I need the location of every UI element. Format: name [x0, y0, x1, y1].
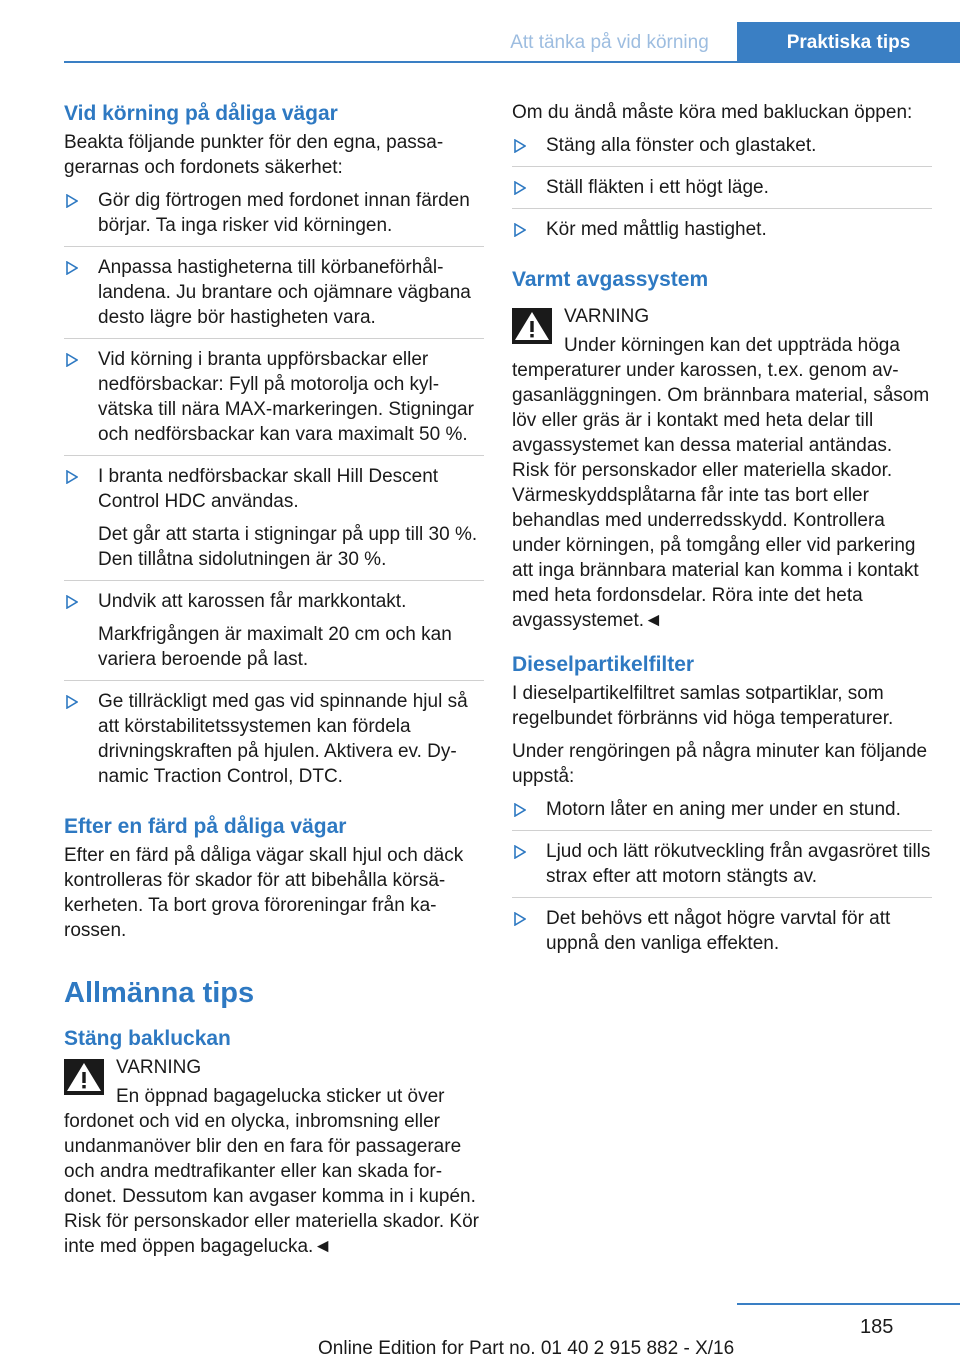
section-heading-close-tailgate: Stäng bakluckan: [64, 1027, 231, 1050]
list-item-note: Markfrigången är maximalt 20 cm och kan variera beroende på last.: [98, 624, 452, 670]
list-item-text: I branta nedförsbackar skall Hill Descent Control HDC användas.: [98, 466, 439, 512]
list-item-text: Stäng alla fönster och glastaket.: [546, 135, 817, 156]
triangle-right-icon: [66, 194, 78, 208]
list-item-text: Det behövs ett något högre varvtal för att uppnå den vanliga effekten.: [546, 908, 891, 954]
diesel-filter-list: [512, 797, 932, 964]
warning-text: fordonet och vid en olycka, inbromsning eller undanmanöver blir den en fara för passagerare och andra medtrafikanter eller kan skada fordonet. Dessutom kan avgaser komma in i kupén. Risk för personskador eller materiella skador. Kör inte med öppen bagagelucka.◄: [64, 1111, 480, 1257]
page-number: 185: [860, 1316, 894, 1338]
open-tailgate-list: [512, 133, 932, 250]
list-item: [512, 906, 932, 964]
list-item-text: Ställ fläkten i ett högt läge.: [546, 177, 769, 198]
list-item-text: Kör med måttlig hastighet.: [546, 219, 767, 240]
open-tailgate-intro: Om du ändå måste köra med bakluckan öppen:: [512, 102, 913, 123]
triangle-right-icon: [514, 912, 526, 926]
warning-text-first-line: Under körningen kan det uppträda höga: [564, 335, 900, 356]
list-item: [512, 217, 932, 250]
chapter-title-general-tips: Allmänna tips: [64, 977, 255, 1009]
list-item-text: Vid körning i branta uppförsbackar eller nedförsbackar: Fyll på motorolja och kylvätska till nära MAX-markeringen. Stigningar och nedförsbackar kan vara maximalt 50 %.: [98, 349, 474, 445]
list-item: [64, 188, 484, 247]
warning-text: temperaturer under karossen, t.ex. genom avgasanläggningen. Om brännbara material, såsom löv eller gräs är i kontakt med heta delar till avgassystemet kan dessa material antändas. Risk för personskador eller materiella skador. Värmeskyddsplåtarna får inte tas bort eller behandlas med underredsskydd. Kontrollera under körningen, på tomgång eller vid parkering att inga brännbara material kan komma i kontakt med heta fordonsdelar. Röra inte det heta avgassystemet.◄: [512, 360, 930, 631]
triangle-right-icon: [66, 695, 78, 709]
warning-icon: [64, 1059, 104, 1095]
list-item: [64, 589, 484, 681]
list-item: [64, 347, 484, 456]
diesel-filter-text-2: Under rengöringen på några minuter kan följande uppstå:: [512, 741, 928, 787]
list-item: [512, 797, 932, 831]
warning-label: VARNING: [116, 1057, 202, 1078]
warning-box-tailgate: [64, 1055, 484, 1109]
triangle-right-icon: [514, 803, 526, 817]
section-heading-after-bad-roads: Efter en färd på dåliga vägar: [64, 815, 347, 838]
footer-rule: [737, 1303, 960, 1305]
list-item-text: Motorn låter en aning mer under en stund.: [546, 799, 901, 820]
list-item-text: Ljud och lätt rökutveckling från avgasröret tills strax efter att motorn stängts av.: [546, 841, 931, 887]
after-bad-roads-text: Efter en färd på dåliga vägar skall hjul och däck kontrolleras för skador för att bibehålla körsäkerheten. Ta bort grova föroreningar från karossen.: [64, 845, 464, 941]
triangle-right-icon: [66, 353, 78, 367]
section-heading-bad-roads: Vid körning på dåliga vägar: [64, 102, 338, 125]
list-item: [512, 839, 932, 898]
list-item-text: Anpassa hastigheterna till körbaneförhållandena. Ju brantare och ojämnare vägbana desto lägre bör hastigheten vara.: [98, 257, 471, 328]
triangle-right-icon: [514, 845, 526, 859]
list-item-note: Det går att starta i stigningar på upp till 30 %. Den tillåtna sidolutningen är 30 %.: [98, 524, 478, 570]
section-heading-diesel-filter: Dieselpartikelfilter: [512, 653, 695, 676]
header-rule: [64, 61, 960, 63]
list-item: [64, 689, 484, 797]
warning-text-first-line: En öppnad bagagelucka sticker ut över: [116, 1086, 445, 1107]
triangle-right-icon: [514, 181, 526, 195]
list-item: [512, 133, 932, 167]
edition-footer: Online Edition for Part no. 01 40 2 915 882 - X/16: [318, 1338, 735, 1359]
bad-roads-intro: Beakta följande punkter för den egna, passagerarnas och fordonets säkerhet:: [64, 132, 444, 178]
list-item: [64, 255, 484, 339]
warning-label: VARNING: [564, 306, 650, 327]
bad-roads-list: [64, 188, 484, 797]
left-column: [64, 100, 484, 1259]
list-item-text: Ge tillräckligt med gas vid spinnande hjul så att körstabilitetssystemen kan fördela drivningskraften på hjulen. Aktivera ev. Dynamic Traction Control, DTC.: [98, 691, 468, 787]
list-item-text: Gör dig förtrogen med fordonet innan färden börjar. Ta inga risker vid körningen.: [98, 190, 470, 236]
list-item-text: Undvik att karossen får markkontakt.: [98, 591, 407, 612]
triangle-right-icon: [66, 595, 78, 609]
triangle-right-icon: [66, 470, 78, 484]
warning-icon: [512, 308, 552, 344]
triangle-right-icon: [514, 139, 526, 153]
list-item: [64, 464, 484, 581]
warning-box-exhaust: [512, 304, 932, 358]
right-column: [512, 100, 932, 972]
header-section-tab: Att tänka på vid körning: [510, 32, 709, 53]
header-chapter-tab: Praktiska tips: [737, 22, 960, 63]
triangle-right-icon: [66, 261, 78, 275]
diesel-filter-text: I dieselpartikelfiltret samlas sotpartiklar, som regelbundet förbränns vid höga temperaturer.: [512, 683, 894, 729]
triangle-right-icon: [514, 223, 526, 237]
list-item: [512, 175, 932, 209]
section-heading-hot-exhaust: Varmt avgassystem: [512, 268, 709, 291]
